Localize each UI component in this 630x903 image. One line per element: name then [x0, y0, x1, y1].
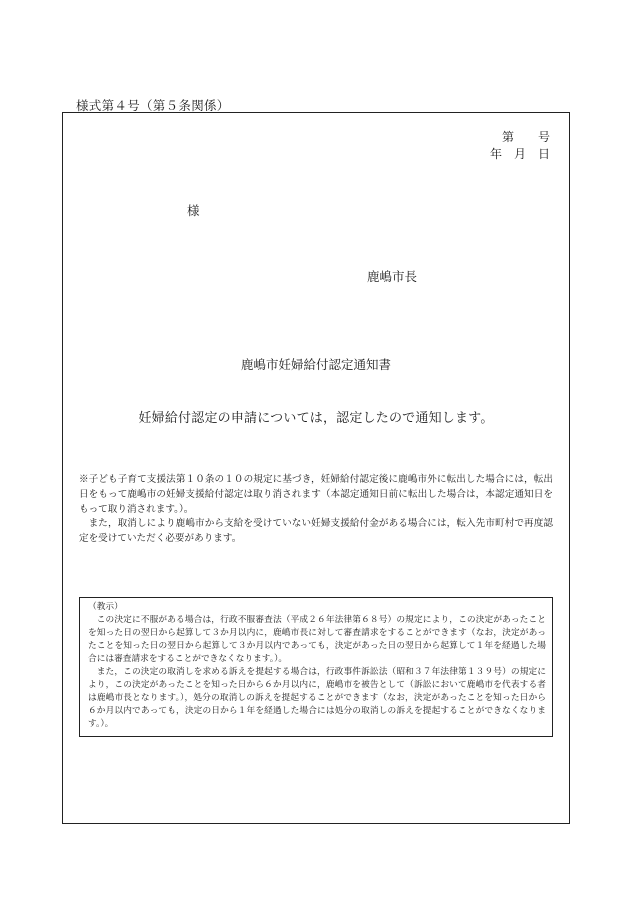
notice-paragraph-2: また，この決定の取消しを求める訴えを提起する場合は，行政事件訴訟法（昭和３７年法律第１３９号）の規定により，この決定があったことを知った日から６か月以内に，鹿嶋市を被告として（訴訟において鹿嶋市を代表する者は鹿嶋市長となります。），処分の取消しの訴えを提起することができます（なお，決定があったことを知った日から６か月以内であっても，決定の日から１年を経過した場合には処分の取消しの訴えを提起することができなくなります。）。: [88, 667, 546, 729]
document-date: 年 月 日: [489, 147, 550, 161]
document-number-block: [490, 129, 550, 163]
form-number-label: 様式第４号（第５条関係）: [76, 98, 230, 113]
note-paragraph-2: また，取消しにより鹿嶋市から支給を受けていない妊婦支援給付金がある場合には，転入先市町村で再度認定を受けていただく必要があります。: [79, 518, 553, 545]
note-paragraph-1: ※子ども子育て支援法第１０条の１０の規定に基づき，妊婦給付認定後に鹿嶋市外に転出した場合には，転出日をもって鹿嶋市の妊婦支援給付認定は取り消されます（本認定通知日前に転出した場合は，本認定通知日をもって取り消されます。）。: [79, 474, 553, 515]
addressee-honorific: 様: [187, 203, 200, 218]
notice-paragraph-1: この決定に不服がある場合は，行政不服審査法（平成２６年法律第６８号）の規定により，この決定があったことを知った日の翌日から起算して３か月以内に，鹿嶋市長に対して審査請求をすることができます（なお，決定があったことを知った日の翌日から起算して３か月以内であっても，決定があった日の翌日から起算して１年を経過した場合には審査請求をすることができなくなります。）。: [88, 615, 546, 664]
cancellation-note: [79, 473, 553, 547]
sender-name: 鹿嶋市長: [367, 269, 418, 284]
notice-heading: （教示）: [88, 602, 123, 612]
document-title: 鹿嶋市妊婦給付認定通知書: [240, 357, 391, 372]
notice-statement: 妊婦給付認定の申請については，認定したので通知します。: [138, 411, 494, 426]
document-frame: [62, 112, 570, 824]
appeal-notice-box: [79, 597, 553, 737]
document-number: 第 号: [501, 130, 550, 144]
